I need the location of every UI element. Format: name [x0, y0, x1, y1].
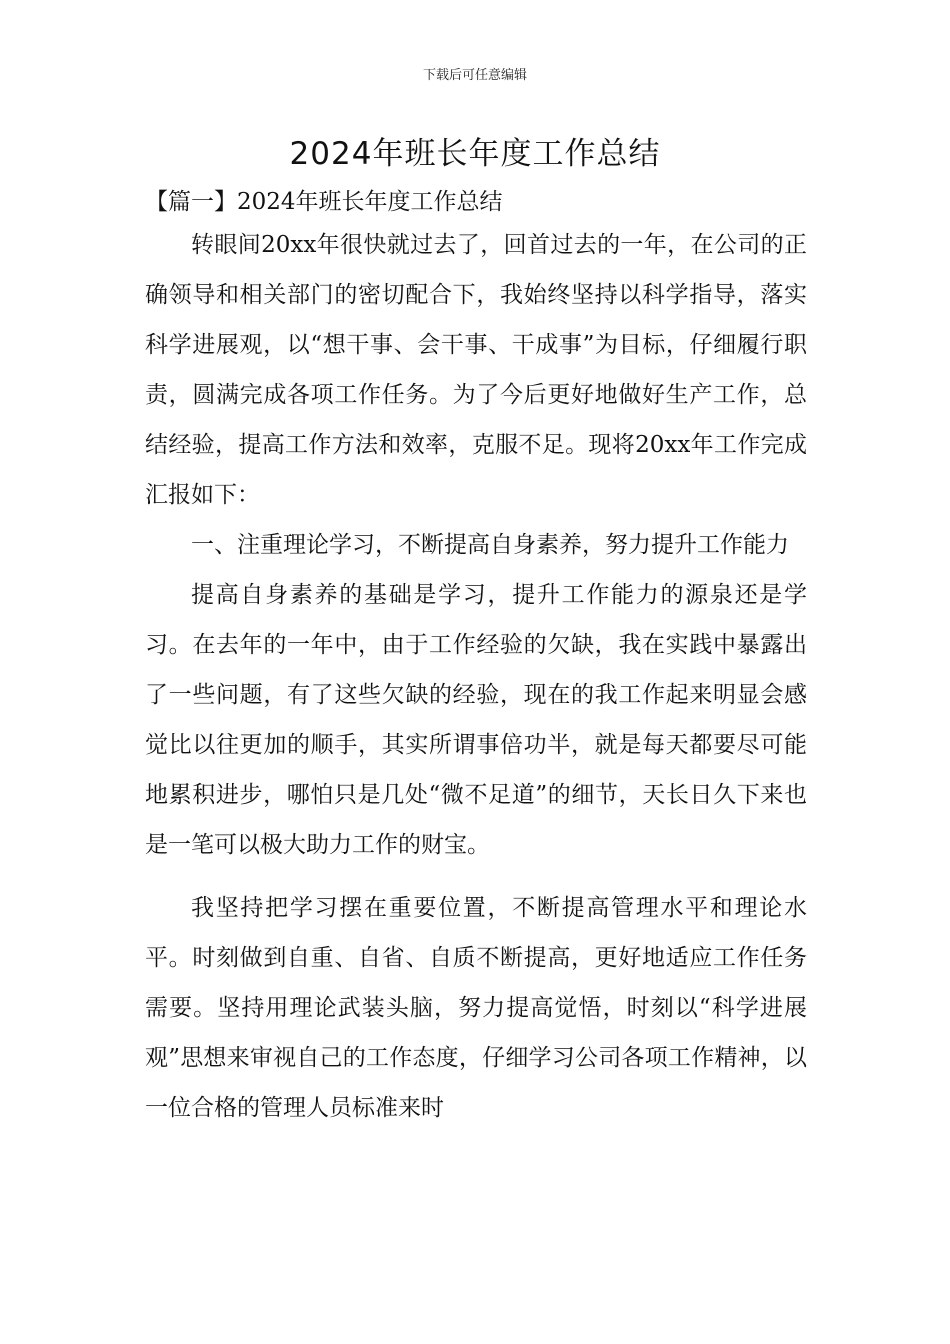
- document-body: [145, 220, 807, 1133]
- paragraph-intro: 转眼间20xx年很快就过去了，回首过去的一年，在公司的正确领导和相关部门的密切配合下，我始终坚持以科学指导，落实科学进展观，以“想干事、会干事、干成事”为目标，仔细履行职责，圆满完成各项工作任务。为了今后更好地做好生产工作，总结经验，提高工作方法和效率，克服不足。现将20xx年工作完成汇报如下：: [145, 232, 807, 508]
- section-subtitle: 【篇一】2024年班长年度工作总结: [145, 189, 503, 215]
- paragraph-learning: 我坚持把学习摆在重要位置，不断提高管理水平和理论水平。时刻做到自重、自省、自质不断提高，更好地适应工作任务需要。坚持用理论武装头脑，努力提高觉悟，时刻以“科学进展观”思想来审视自己的工作态度，仔细学习公司各项工作精神，以一位合格的管理人员标准来时: [145, 895, 807, 1121]
- document-title: 2024年班长年度工作总结: [289, 136, 661, 172]
- header-note: 下载后可任意编辑: [422, 68, 527, 83]
- section-heading-1: 一、注重理论学习，不断提高自身素养，努力提升工作能力: [191, 532, 789, 558]
- paragraph-study: 提高自身素养的基础是学习，提升工作能力的源泉还是学习。在去年的一年中，由于工作经验的欠缺，我在实践中暴露出了一些问题，有了这些欠缺的经验，现在的我工作起来明显会感觉比以往更加的顺手，其实所谓事倍功半，就是每天都要尽可能地累积进步，哪怕只是几处“微不足道”的细节，天长日久下来也是一笔可以极大助力工作的财宝。: [145, 582, 807, 858]
